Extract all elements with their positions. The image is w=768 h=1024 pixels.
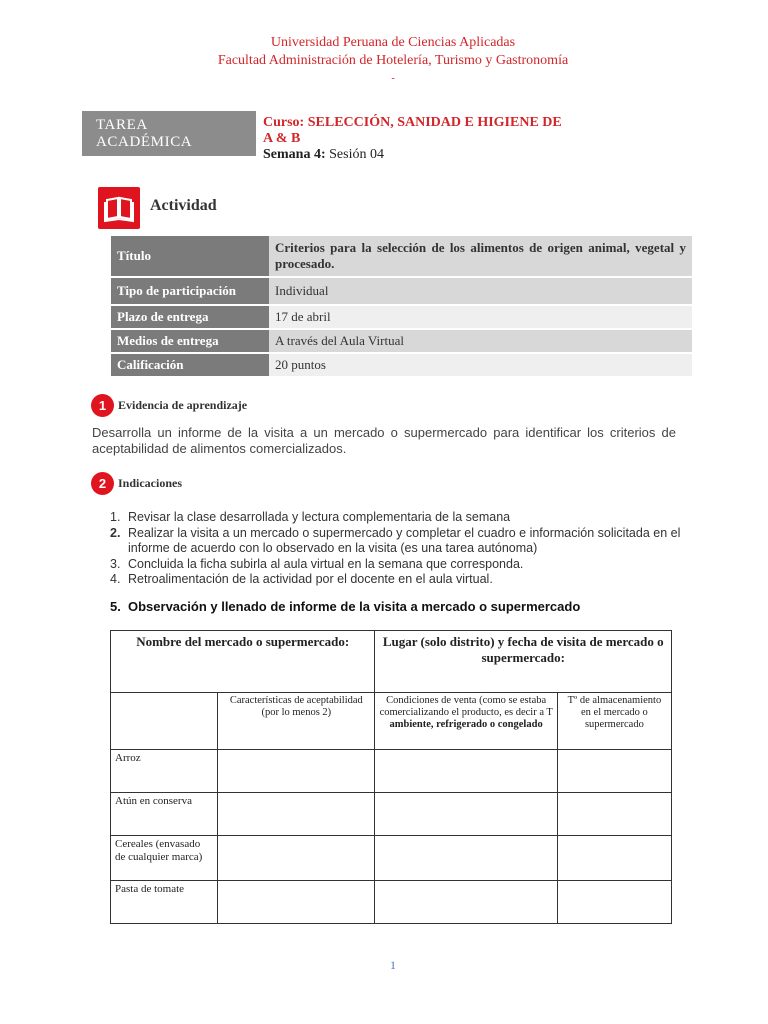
header-dash: -: [391, 73, 395, 84]
column-header-aceptabilidad: Características de aceptabilidad (por lo menos 2): [218, 693, 375, 750]
curso-value: SELECCIÓN, SANIDAD E HIGIENE DE A & B: [263, 115, 562, 146]
table-cell[interactable]: [218, 836, 375, 881]
table-cell[interactable]: [557, 836, 671, 881]
table-cell[interactable]: [218, 793, 375, 836]
row-label: Pasta de tomate: [111, 881, 218, 924]
section-2-title: Indicaciones: [118, 476, 183, 490]
table-cell[interactable]: [375, 836, 557, 881]
empty-corner-cell: [111, 693, 218, 750]
info-key: Título: [111, 236, 269, 276]
list-item: 4. Retroalimentación de la actividad por el docente en el aula virtual.: [110, 572, 493, 586]
list-item: 3. Concluida la ficha subirla al aula virtual en la semana que corresponda.: [110, 556, 524, 571]
info-value: A través del Aula Virtual: [269, 330, 692, 352]
location-date-cell[interactable]: Lugar (solo distrito) y fecha de visita de mercado o supermercado:: [375, 631, 672, 693]
curso-label: Curso:: [263, 115, 305, 130]
row-label: Arroz: [111, 750, 218, 793]
info-value: 17 de abril: [269, 306, 692, 328]
tarea-label-line2: ACADÉMICA: [96, 134, 193, 150]
table-row: [111, 836, 672, 881]
section-2-badge: 2: [91, 472, 114, 495]
table-cell[interactable]: [557, 793, 671, 836]
step-5-heading: 5. Observación y llenado de informe de la visita a mercado o supermercado: [110, 599, 581, 614]
column-header-condiciones: Condiciones de venta (como se estaba comercializando el producto, es decir a T ambiente, refrigerado o congelado: [375, 693, 557, 750]
market-name-cell[interactable]: Nombre del mercado o supermercado:: [111, 631, 375, 693]
table-row: [111, 750, 672, 793]
info-row: [111, 354, 692, 376]
table-cell[interactable]: [375, 793, 557, 836]
table-cell[interactable]: [375, 750, 557, 793]
semana-line: [263, 147, 384, 163]
faculty-name: Facultad Administración de Hotelería, Turismo y Gastronomía: [217, 53, 569, 68]
info-value: 20 puntos: [269, 354, 692, 376]
table-row: [111, 793, 672, 836]
info-key: Medios de entrega: [111, 330, 269, 352]
table-cell[interactable]: [557, 750, 671, 793]
curso-line: [263, 115, 563, 147]
info-value: Individual: [269, 278, 692, 304]
row-label: Cereales (envasado de cualquier marca): [111, 836, 218, 881]
info-key: Plazo de entrega: [111, 306, 269, 328]
tarea-label-line1: TAREA: [96, 117, 148, 133]
info-row: [111, 330, 692, 352]
table-cell[interactable]: [218, 750, 375, 793]
info-value: Criterios para la selección de los alimentos de origen animal, vegetal y procesado.: [269, 236, 692, 276]
info-row: [111, 236, 692, 276]
list-item: 1. Revisar la clase desarrollada y lectura complementaria de la semana: [110, 510, 511, 524]
university-name: Universidad Peruana de Ciencias Aplicadas: [270, 35, 516, 50]
table-cell[interactable]: [557, 881, 671, 924]
table-header-row: [111, 631, 672, 693]
table-cell[interactable]: [218, 881, 375, 924]
table-cell[interactable]: [375, 881, 557, 924]
info-key: Calificación: [111, 354, 269, 376]
activity-title: Actividad: [150, 197, 217, 214]
list-item: 2. Realizar la visita a un mercado o supermercado y completar el cuadro e información solicitada en el informe de acuerdo con lo observado en la visita (es una tarea autónoma): [110, 525, 681, 555]
open-book-icon: [98, 187, 140, 229]
info-row: [111, 278, 692, 304]
activity-info-table: [111, 234, 692, 378]
info-key: Tipo de participación: [111, 278, 269, 304]
page-number: 1: [390, 958, 396, 972]
observation-table: [110, 630, 672, 924]
column-header-temperatura: Tº de almacenamiento en el mercado o supermercado: [557, 693, 671, 750]
section-1-text: Desarrolla un informe de la visita a un mercado o supermercado para identificar los criterios de aceptabilidad de alimentos comercializados.: [92, 425, 676, 456]
semana-label: Semana 4:: [263, 147, 326, 162]
instructions-list: [110, 510, 690, 588]
row-label: Atún en conserva: [111, 793, 218, 836]
tarea-academica-box: [82, 111, 256, 156]
section-1-badge: 1: [91, 394, 114, 417]
semana-value: Sesión 04: [329, 147, 384, 162]
table-subheader-row: [111, 693, 672, 750]
table-row: [111, 881, 672, 924]
info-row: [111, 306, 692, 328]
section-1-title: Evidencia de aprendizaje: [118, 398, 248, 412]
